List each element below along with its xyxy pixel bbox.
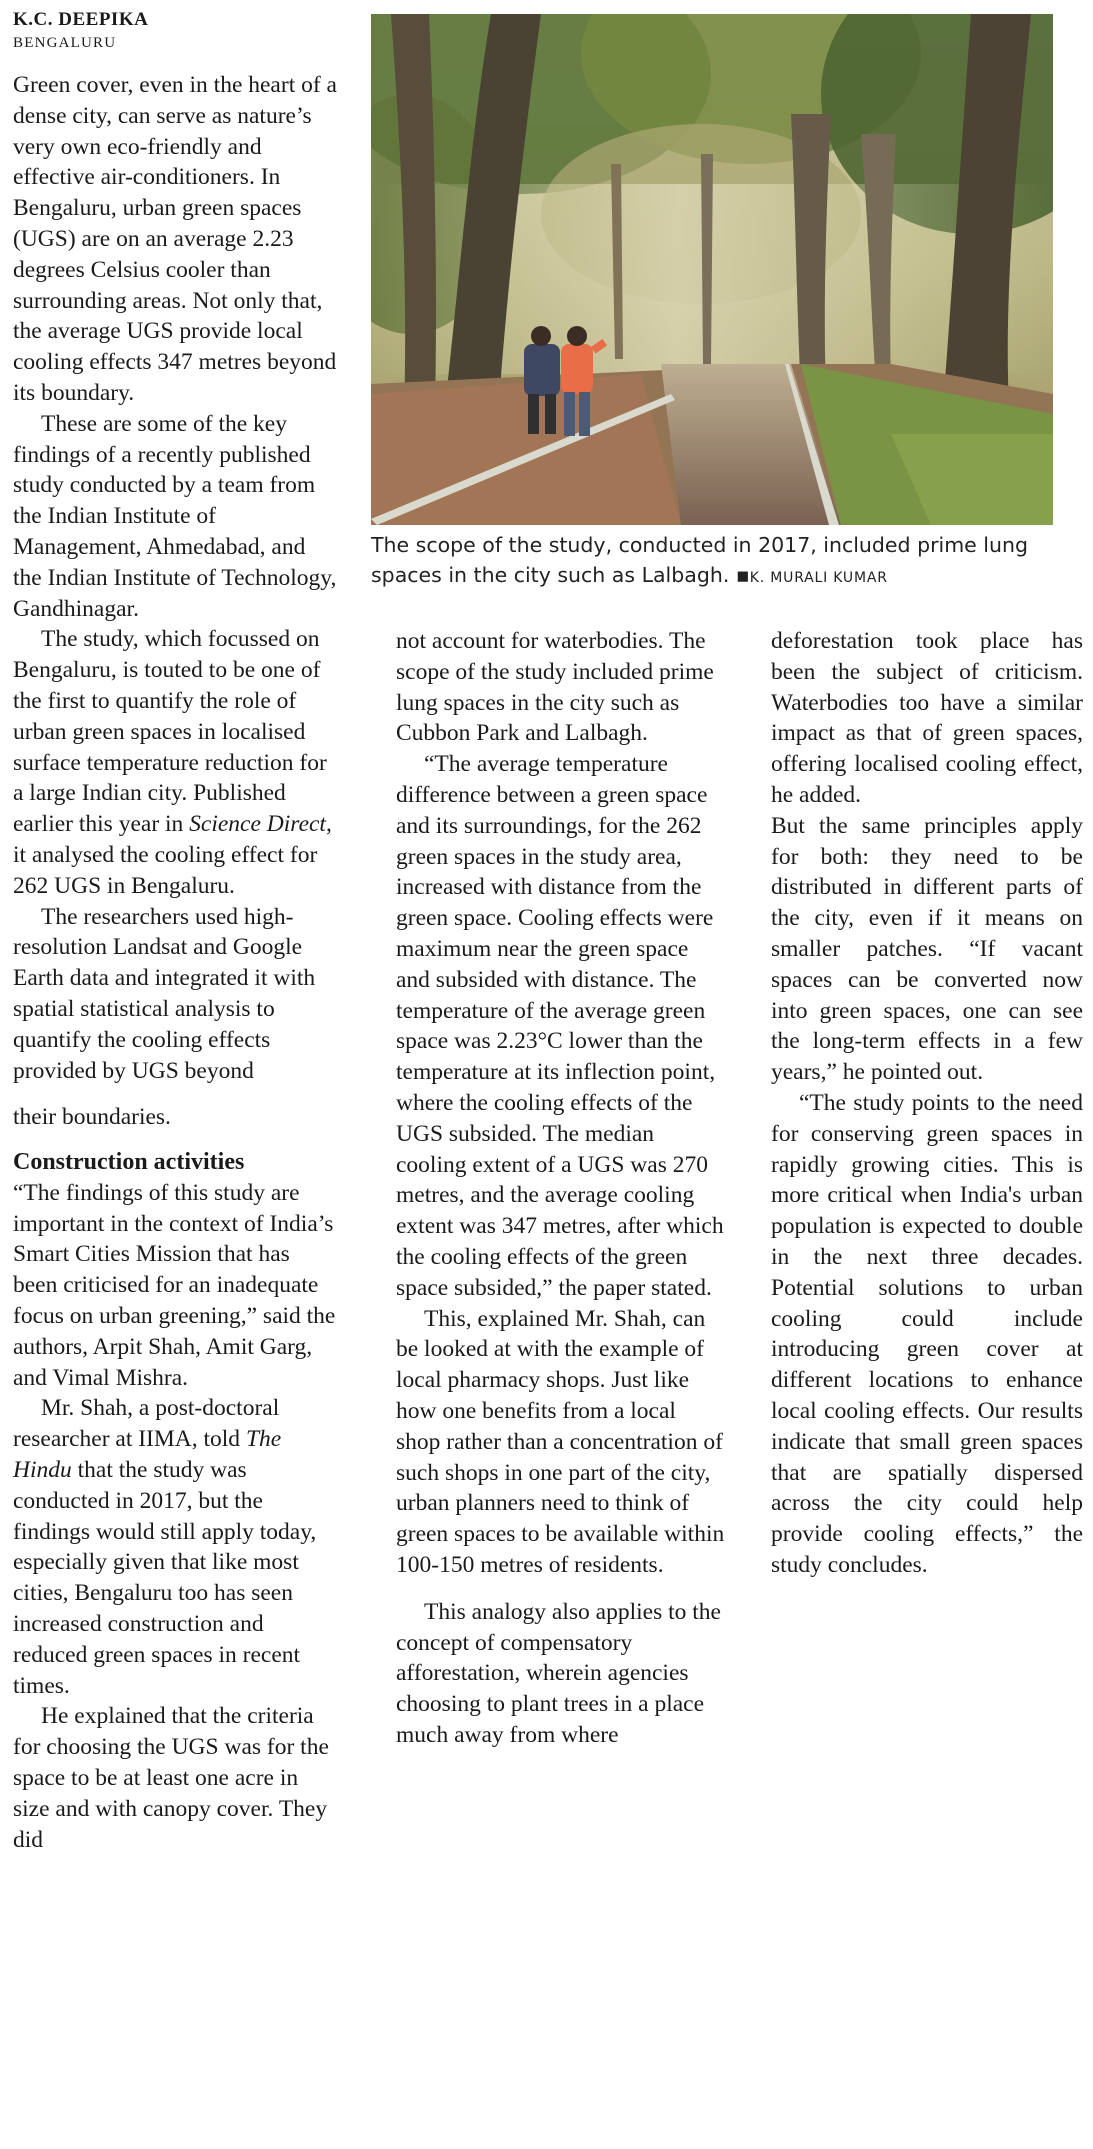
paragraph-text: , it analysed the cooling effect for 262 UGS in Bengaluru. [13, 811, 332, 899]
paragraph: He explained that the criteria for choosing the UGS was for the space to be at least one acre in size and with canopy cover. They did [13, 1703, 329, 1853]
subheading: Construction activities [13, 1149, 245, 1176]
paragraph [13, 624, 337, 901]
paragraph [13, 1393, 337, 1701]
credit-marker: ▪ [735, 563, 750, 587]
publication-name: The Hindu [13, 1426, 282, 1484]
byline [13, 8, 148, 54]
article-photo [371, 14, 1053, 525]
paragraph: “The study points to the need for conserving green spaces in rapidly growing cities. This is more critical when India's urban population is expected to double in the next three decades. Potential solutions to urban cooling could include introducing green cover at different locations to enhance local cooling effects. Our results indicate that small green spaces that are spatially dispersed across the city could help provide cooling effects,” the study concludes. [771, 1089, 1083, 1578]
park-photo-illustration [371, 14, 1053, 525]
author-name: K.C. DEEPIKA [13, 9, 149, 30]
article-column-3 [771, 626, 1083, 1581]
paragraph: Green cover, even in the heart of a dense city, can serve as nature’s very own eco-friendly and effective air-conditioners. In Bengaluru, urban green spaces (UGS) are on an average 2.23 degrees Celsius cooler than surrounding areas. Not only that, the average UGS provide local cooling effects 347 metres beyond its boundary. [13, 72, 337, 406]
paragraph: “The average temperature difference between a green space and its surroundings, for the 262 green spaces in the study area, increased with distance from the green space. Cooling effects were maximum near the green space and subsided with distance. The temperature of the average green space was 2.23°C lower than the temperature at its inflection point, where the cooling effects of the UGS subsided. The median cooling extent of a UGS was 270 metres, and the average cooling extent was 347 metres, after which the cooling effects of the green space subsided,” the paper stated. [396, 751, 724, 1301]
paragraph: “The findings of this study are important in the context of India’s Smart Cities Mission that has been criticised for an inadequate focus on urban greening,” said the authors, Arpit Shah, Amit Garg, and Vimal Mishra. [13, 1179, 336, 1391]
article-column-1 [13, 70, 337, 1855]
paragraph-text: Mr. Shah, a post-doctoral researcher at IIMA, told [13, 1395, 280, 1453]
publication-name: Science Direct [189, 811, 326, 838]
paragraph: their boundaries. [13, 1104, 171, 1131]
paragraph-text: The study, which focussed on Bengaluru, is touted to be one of the first to quantify the role of urban green spaces in localised surface temperature reduction for a large Indian city. Published earlier this year in [13, 626, 327, 838]
caption-text: The scope of the study, conducted in 2017, included prime lung spaces in the city such as Lalbagh. [371, 533, 1029, 587]
paragraph: not account for waterbodies. The scope of the study included prime lung spaces in the city such as Cubbon Park and Lalbagh. [396, 628, 714, 747]
paragraph: This analogy also applies to the concept of compensatory afforestation, wherein agencies choosing to plant trees in a place much away from where [396, 1598, 721, 1748]
photo-caption [371, 530, 1071, 593]
paragraph-text: that the study was conducted in 2017, but the findings would still apply today, especially given that like most cities, Bengaluru too has seen increased construction and reduced green spaces in recent times. [13, 1457, 317, 1699]
photo-credit: K. MURALI KUMAR [749, 570, 888, 586]
paragraph: This, explained Mr. Shah, can be looked at with the example of local pharmacy shops. Just like how one benefits from a local shop rather than a concentration of such shops in one part of the city, urban planners need to think of green spaces to be available within 100-150 metres of residents. [396, 1305, 725, 1578]
paragraph: The researchers used high-resolution Landsat and Google Earth data and integrated it with spatial statistical analysis to quantify the cooling effects provided by UGS beyond [13, 903, 316, 1084]
paragraph: These are some of the key findings of a recently published study conducted by a team from the Indian Institute of Management, Ahmedabad, and the Indian Institute of Technology, Gandhinagar. [13, 410, 337, 622]
paragraph: But the same principles apply for both: they need to be distributed in different parts of the city, even if it means on smaller patches. “If vacant spaces can be converted now into green spaces, one can see the long-term effects in a few years,” he pointed out. [771, 812, 1083, 1086]
dateline: BENGALURU [13, 35, 117, 51]
article-column-2 [396, 626, 726, 1751]
paragraph: deforestation took place has been the subject of criticism. Waterbodies too have a similar impact as that of green spaces, offering localised cooling effect, he added. [771, 628, 1083, 808]
